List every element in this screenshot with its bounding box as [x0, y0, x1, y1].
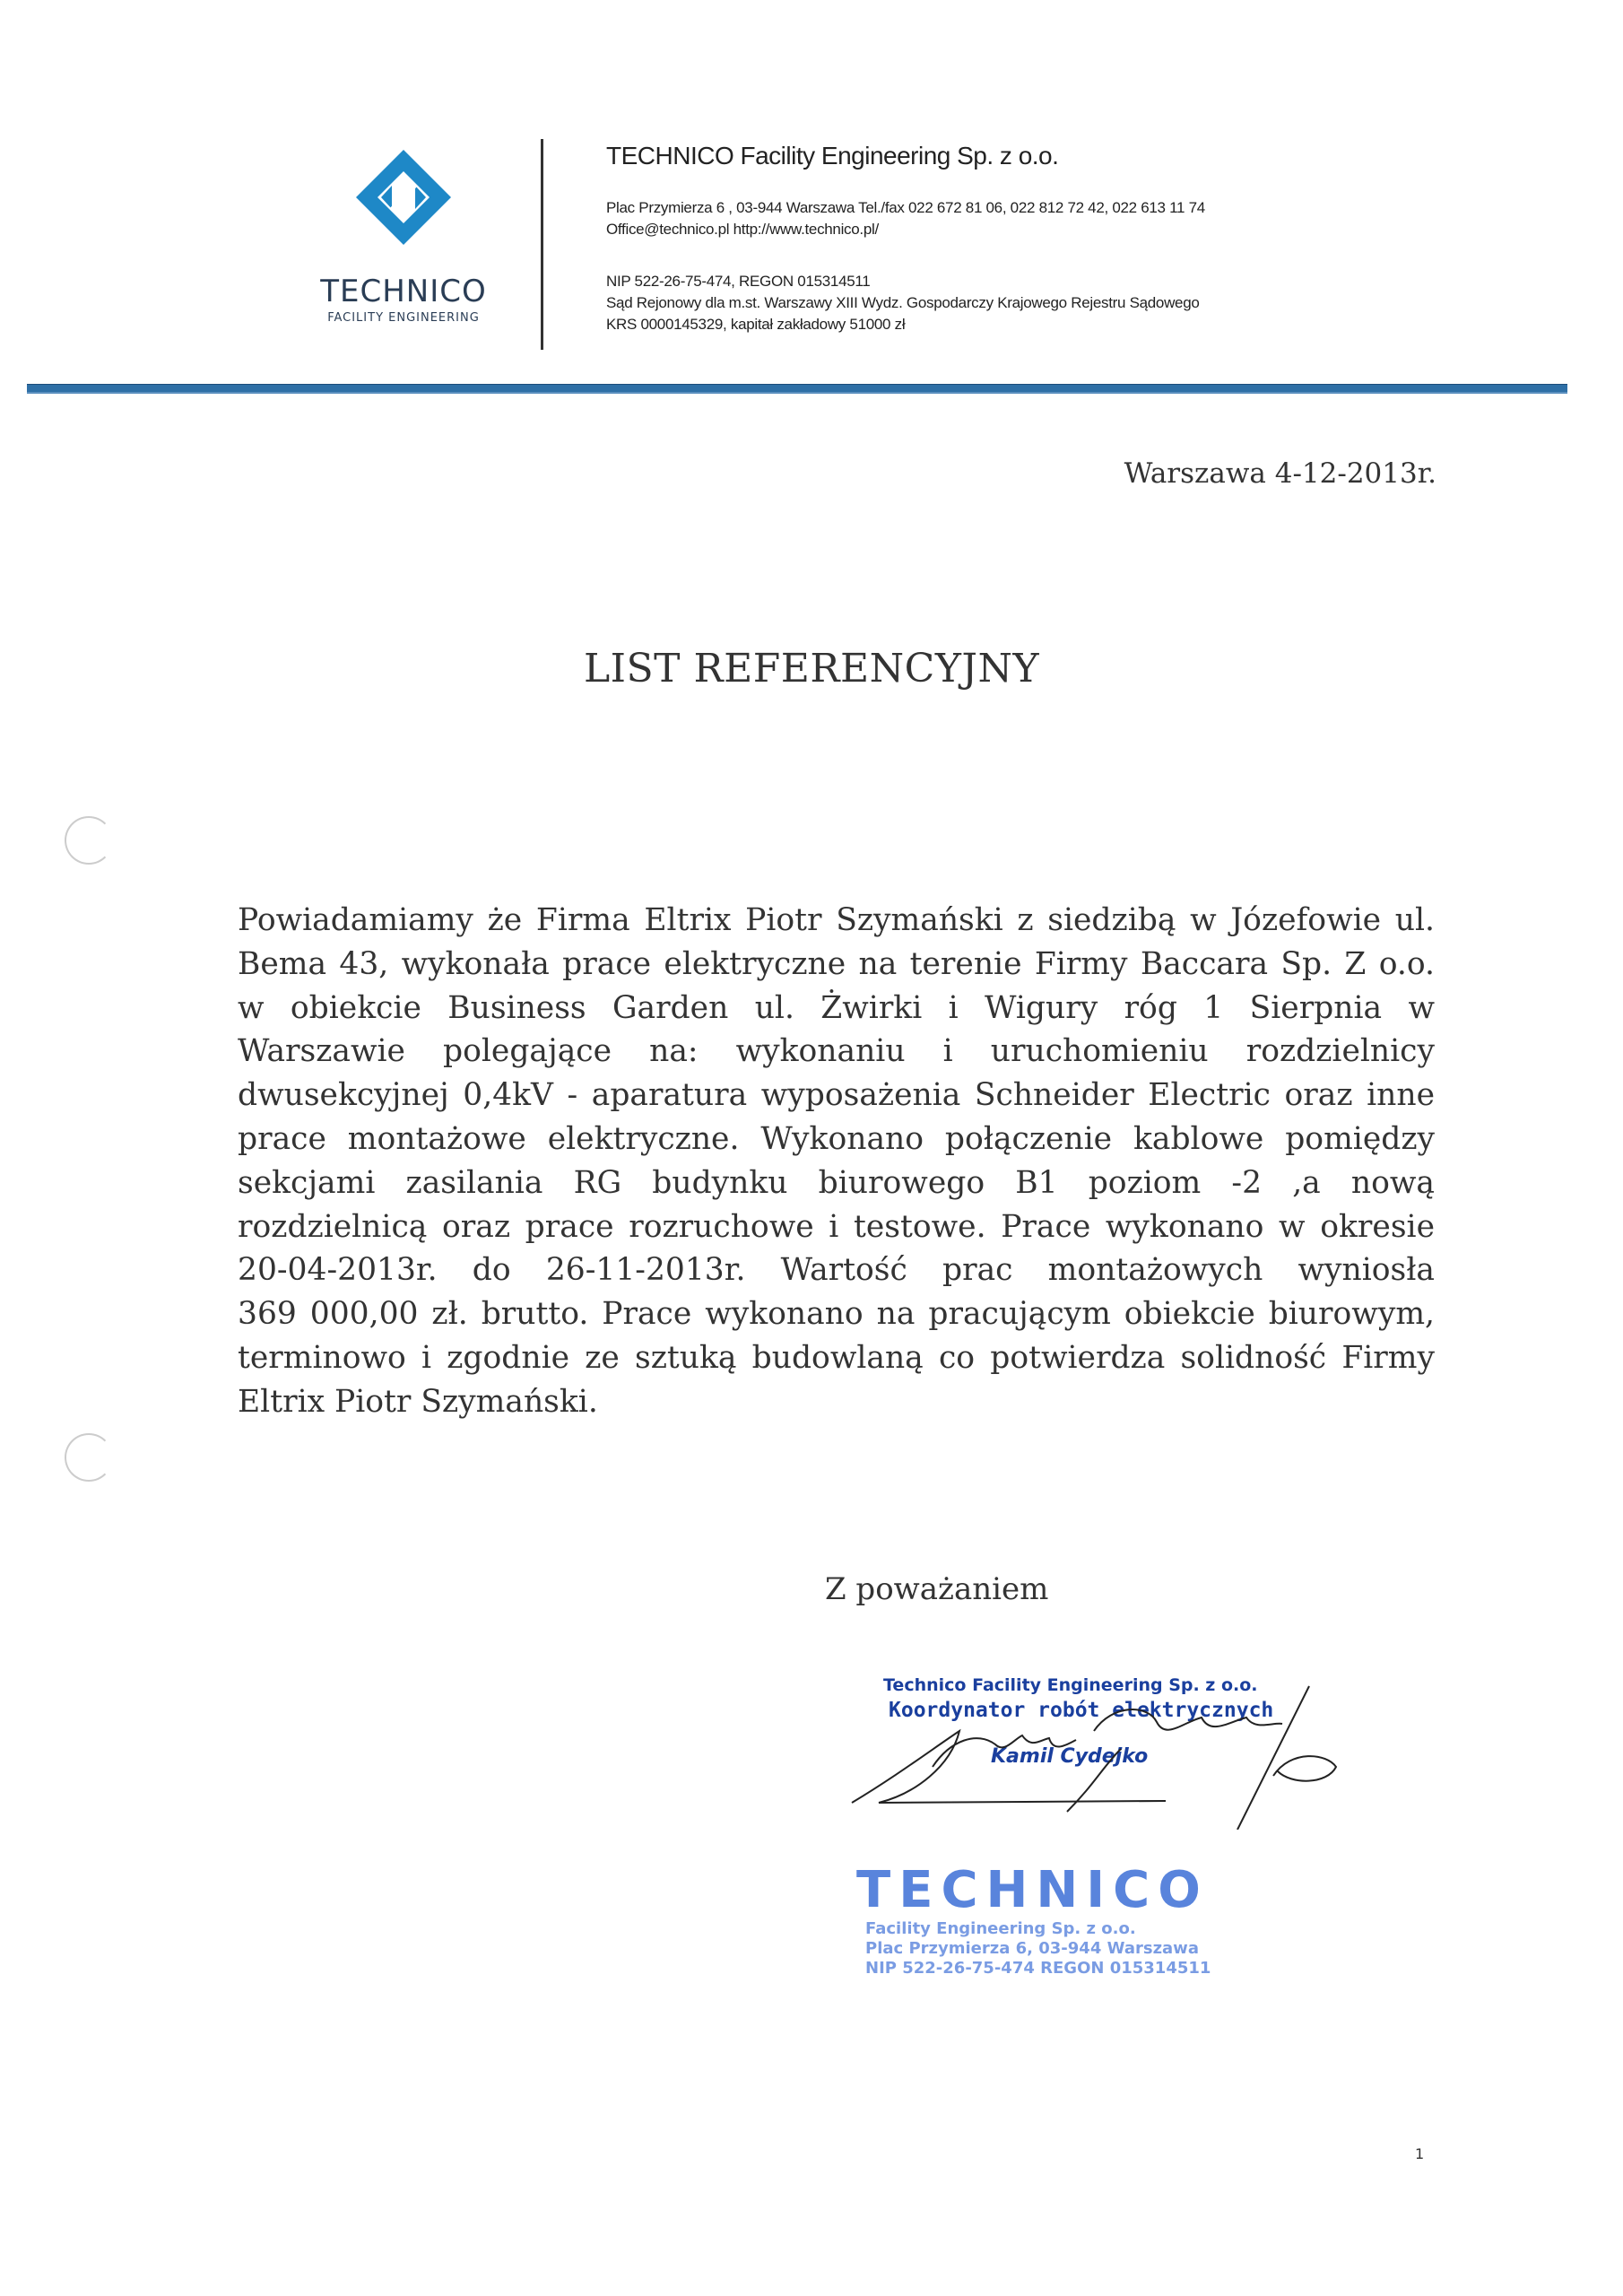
technico-logo-icon — [354, 148, 453, 247]
body-line: sekcjami zasilania RG budynku biurowego B1 poziom -2 ,a nową — [238, 1164, 1435, 1201]
company-nip: NIP 522-26-75-474, REGON 015314511 — [606, 273, 871, 290]
company-header — [606, 142, 1205, 335]
logo-subtitle: FACILITY ENGINEERING — [327, 311, 480, 325]
body-line: rozdzielnicą oraz prace rozruchowe i testowe. Prace wykonano w okresie — [238, 1208, 1435, 1245]
body-line: Eltrix Piotr Szymański. — [238, 1383, 598, 1420]
header-rule — [27, 384, 1567, 394]
company-court: Sąd Rejonowy dla m.st. Warszawy XIII Wydz. Gospodarczy Krajowego Rejestru Sądowego — [606, 294, 1200, 311]
stamp-person: Kamil Cydejko — [991, 1745, 1149, 1768]
body-line: 369 000,00 zł. brutto. Prace wykonano na pracującym obiekcie biurowym, — [238, 1296, 1435, 1333]
company-contact: Office@technico.pl http://www.technico.pl/ — [606, 221, 879, 238]
stamp-line: Plac Przymierza 6, 03-944 Warszawa — [865, 1939, 1199, 1958]
closing-salutation: Z poważaniem — [825, 1571, 1049, 1607]
letter-body — [238, 899, 1435, 1424]
body-line: 20-04-2013r. do 26-11-2013r. Wartość prac montażowych wyniosła — [238, 1252, 1435, 1289]
body-line: Warszawie polegające na: wykonaniu i uruchomieniu rozdzielnicy — [238, 1033, 1435, 1070]
body-line: prace montażowe elektryczne. Wykonano połączenie kablowe pomiędzy — [238, 1120, 1435, 1157]
punch-hole — [65, 816, 113, 865]
company-address: Plac Przymierza 6 , 03-944 Warszawa Tel./fax 022 672 81 06, 022 812 72 42, 022 613 11 74 — [606, 199, 1205, 216]
letter-title: LIST REFERENCYJNY — [583, 646, 1040, 691]
page-number: 1 — [1415, 2145, 1425, 2162]
body-line: w obiekcie Business Garden ul. Żwirki i Wigury róg 1 Sierpnia w — [238, 989, 1435, 1026]
handwritten-signature — [825, 1668, 1363, 1830]
stamp-line: NIP 522-26-75-474 REGON 015314511 — [865, 1959, 1211, 1978]
company-krs: KRS 0000145329, kapitał zakładowy 51000 zł — [606, 316, 906, 333]
company-logo — [318, 148, 489, 325]
logo-name: TECHNICO — [320, 274, 487, 309]
stamp-company: Technico Facility Engineering Sp. z o.o. — [883, 1675, 1258, 1695]
letter-date: Warszawa 4-12-2013r. — [1124, 457, 1436, 490]
punch-hole — [65, 1433, 113, 1482]
stamp-line: Facility Engineering Sp. z o.o. — [865, 1919, 1136, 1938]
body-line: terminowo i zgodnie ze sztuką budowlaną co potwierdza solidność Firmy — [238, 1339, 1435, 1376]
body-line: Powiadamiamy że Firma Eltrix Piotr Szymański z siedzibą w Józefowie ul. — [238, 902, 1435, 938]
body-line: Bema 43, wykonała prace elektryczne na terenie Firmy Baccara Sp. Z o.o. — [238, 945, 1435, 982]
stamp-name: TECHNICO — [856, 1861, 1209, 1919]
stamp-role: Koordynator robót elektrycznych — [889, 1699, 1274, 1722]
company-stamp — [856, 1861, 1211, 1979]
body-line: dwusekcyjnej 0,4kV - aparatura wyposażenia Schneider Electric oraz inne — [238, 1077, 1435, 1114]
company-name: TECHNICO Facility Engineering Sp. z o.o. — [606, 142, 1059, 170]
header-divider — [541, 139, 543, 350]
